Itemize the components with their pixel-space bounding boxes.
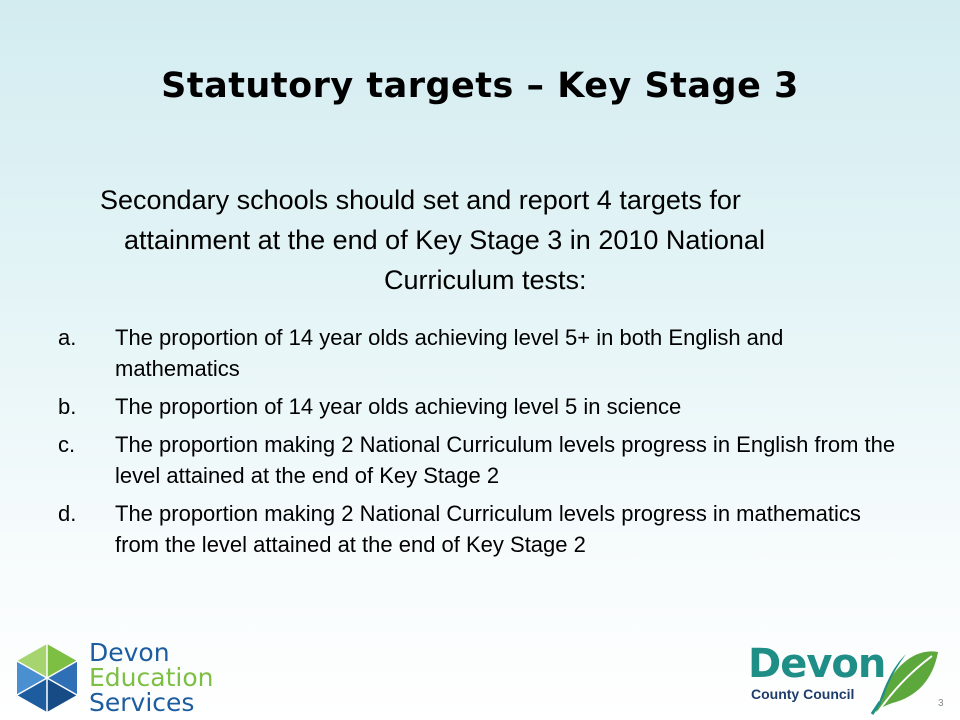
list-item [58, 322, 898, 384]
list-marker: d. [58, 501, 77, 526]
list-item-text: The proportion making 2 National Curriculum levels progress in English from the level attained at the end of Key Stage 2 [115, 432, 896, 488]
des-devon-text: Devon [89, 638, 170, 667]
page-number: 3 [938, 698, 944, 709]
list-item-text: The proportion of 14 year olds achieving level 5+ in both English and mathematics [115, 325, 784, 381]
targets-list [58, 322, 898, 567]
intro-line-3: Curriculum tests: [384, 265, 587, 295]
list-item [58, 429, 898, 491]
devon-education-services-logo [14, 640, 254, 716]
leaf-icon [866, 640, 942, 716]
list-marker: c. [58, 432, 76, 457]
list-item [58, 498, 898, 560]
devon-county-council-logo [748, 640, 943, 720]
intro-line-1: Secondary schools should set and report 4 targets for [100, 185, 741, 215]
intro-line-2: attainment at the end of Key Stage 3 in 2010 National [124, 225, 765, 255]
hexagon-cube-icon [14, 642, 80, 714]
list-item-text: The proportion of 14 year olds achieving level 5 in science [115, 394, 682, 419]
dcc-devon-text: Devon [748, 641, 886, 687]
list-item [58, 391, 898, 422]
des-education-text: Education [89, 663, 214, 692]
des-services-text: Services [89, 688, 195, 717]
dcc-council-text: County Council [751, 686, 855, 702]
intro-paragraph [96, 180, 896, 300]
list-marker: b. [58, 394, 77, 419]
des-wordmark [89, 640, 213, 715]
list-marker: a. [58, 325, 77, 350]
slide-title: Statutory targets – Key Stage 3 [161, 66, 799, 106]
list-item-text: The proportion making 2 National Curriculum levels progress in mathematics from the level attained at the end of Key Stage 2 [115, 501, 861, 557]
